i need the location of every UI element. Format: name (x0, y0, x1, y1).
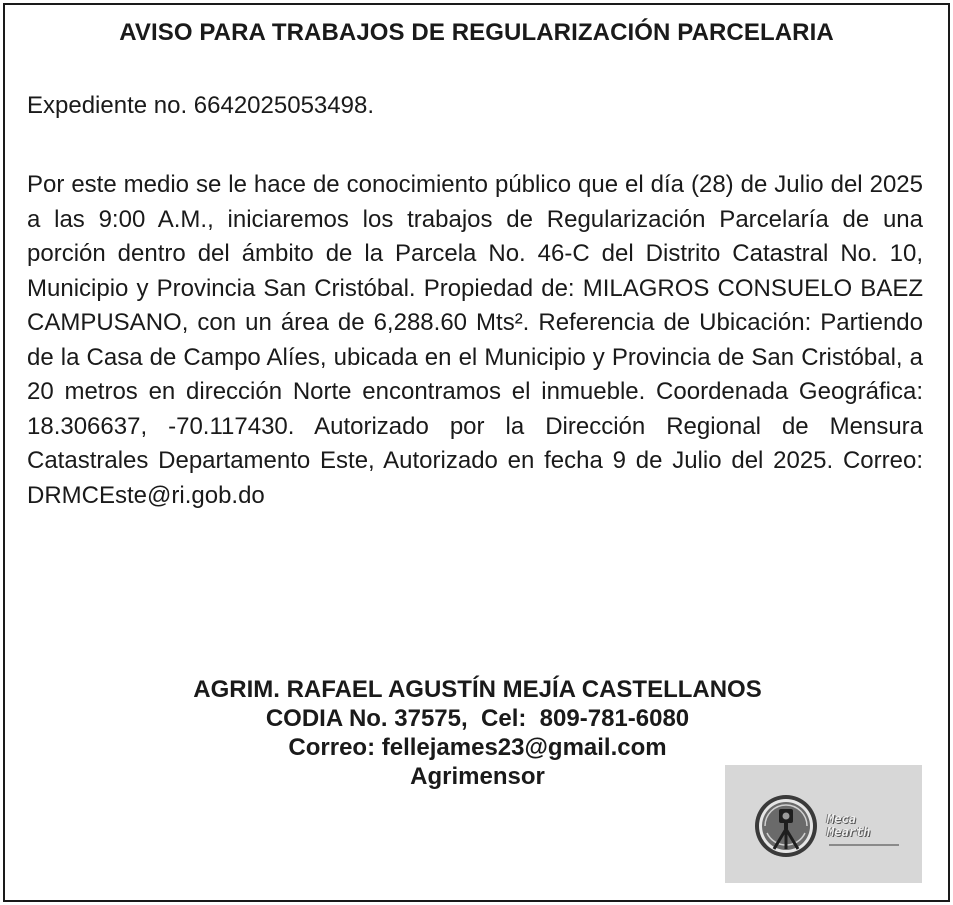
notice-box (3, 3, 950, 902)
logo-line-1: Meca (827, 812, 856, 826)
codia-phone: CODIA No. 37575, Cel: 809-781-6080 (265, 705, 690, 732)
surveyor-name: AGRIM. RAFAEL AGUSTÍN MEJÍA CASTELLANOS (193, 676, 762, 703)
notice-title: AVISO PARA TRABAJOS DE REGULARIZACIÓN PARCELARIA (119, 19, 834, 46)
surveyor-email: Correo: fellejames23@gmail.com (288, 734, 667, 761)
company-logo (725, 765, 922, 883)
logo-line-2: Mearth (827, 825, 871, 839)
notice-body: Por este medio se le hace de conocimiento público que el día (28) de Julio del 2025 a las 9:00 A.M., iniciaremos los trabajos de Regularización Parcelaría de una porción dentro del ámbito de la Parcela No. 46-C del Distrito Catastral No. 10, Municipio y Provincia San Cristóbal. Propiedad de: MILAGROS CONSUELO BAEZ CAMPUSANO, con un área de 6,288.60 Mts². Referencia de Ubicación: Partiendo de la Casa de Campo Alíes, ubicada en el Municipio y Provincia de San Cristóbal, a 20 metros en dirección Norte encontramos el inmueble. Coordenada Geográfica: 18.306637, -70.117430. Autorizado por la Dirección Regional de Mensura Catastrales Departamento Este, Autorizado en fecha 9 de Julio del 2025. Correo: DRMCEste@ri.gob.do (27, 171, 923, 509)
logo-tagline (829, 844, 899, 846)
surveyor-role: Agrimensor (410, 763, 545, 790)
logo-wordmark (827, 813, 870, 839)
expediente-number: Expediente no. 6642025053498. (27, 92, 374, 119)
surveying-instrument-icon (753, 793, 819, 859)
